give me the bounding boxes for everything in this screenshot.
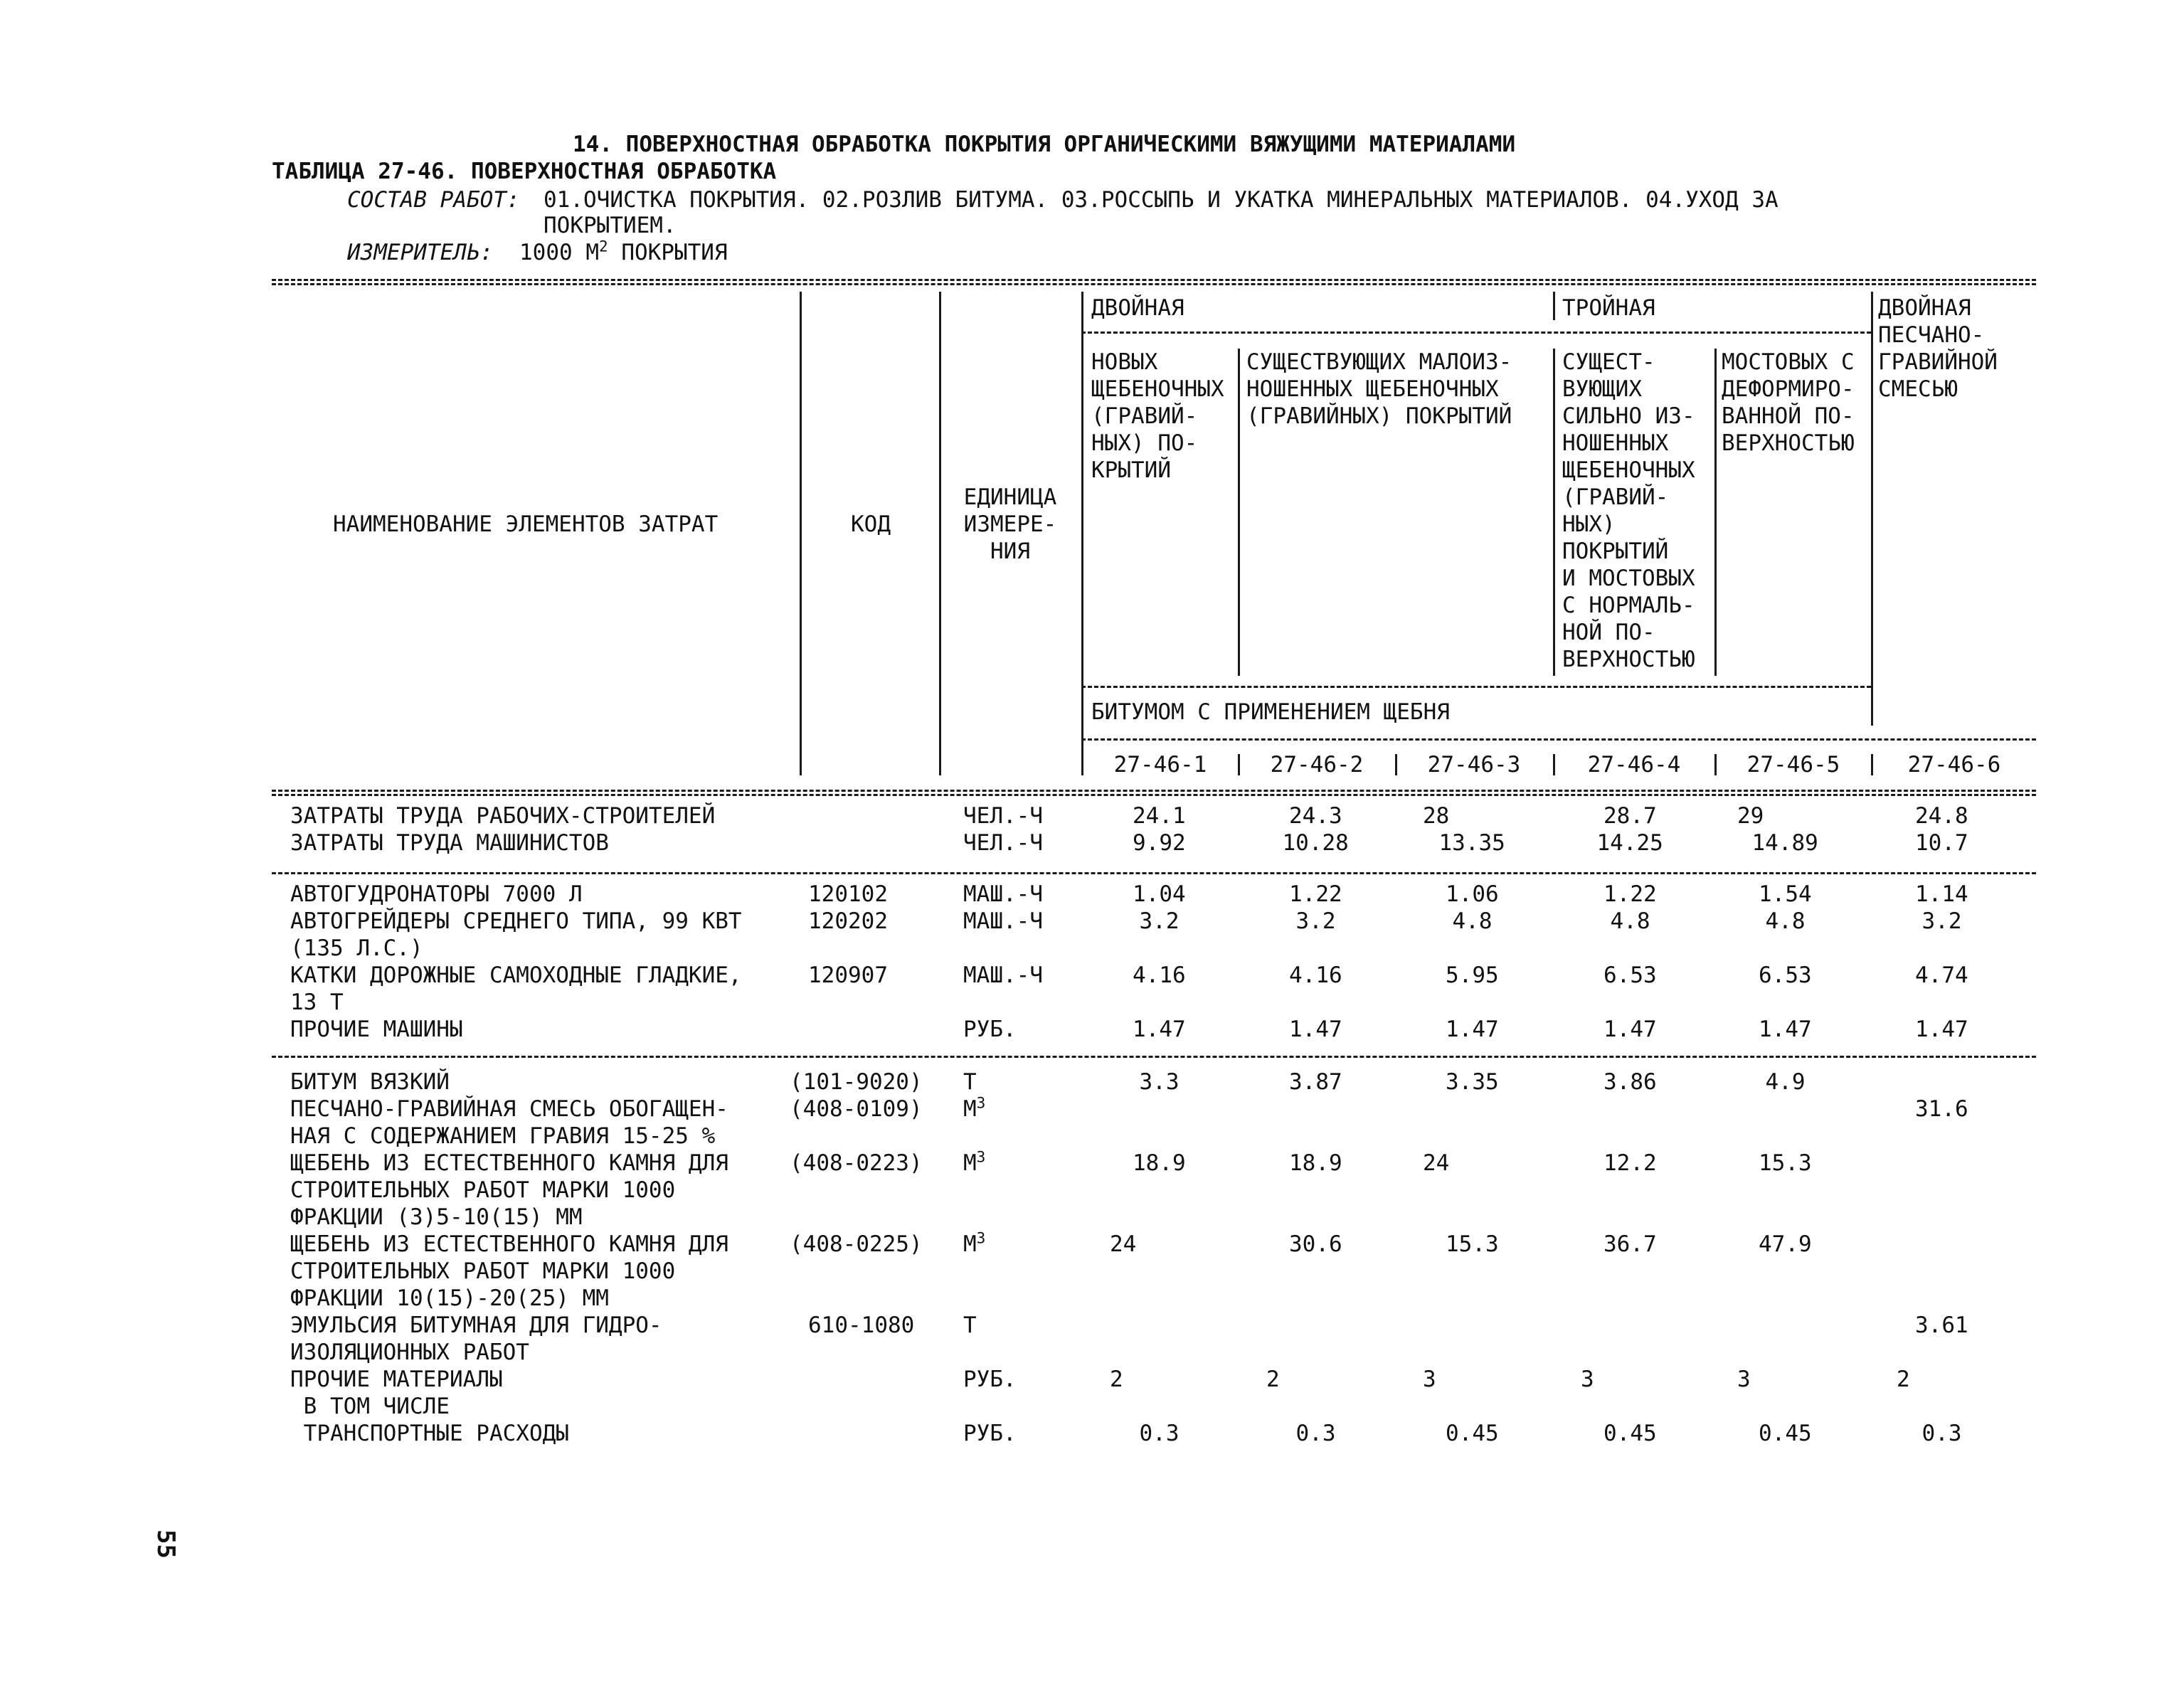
cell-value: 24 bbox=[1110, 1231, 1137, 1257]
row-code: (101-9020) bbox=[790, 1069, 923, 1095]
cell-value: 2 bbox=[1897, 1367, 1910, 1392]
header-triple: ТРОЙНАЯ bbox=[1562, 295, 1655, 321]
cell-value: 1.22 bbox=[1289, 881, 1342, 907]
cell-value: 24.8 bbox=[1915, 803, 1968, 829]
cell-value: 1.47 bbox=[1915, 1017, 1968, 1042]
cell-value: 3.2 bbox=[1921, 908, 1962, 934]
row-name: ЗАТРАТЫ ТРУДА МАШИНИСТОВ bbox=[290, 830, 609, 856]
cell-value: 3 bbox=[1423, 1367, 1436, 1392]
cell-value: 1.14 bbox=[1915, 881, 1968, 907]
cell-value: 4.74 bbox=[1915, 963, 1968, 988]
row-name: ЩЕБЕНЬ ИЗ ЕСТЕСТВЕННОГО КАМНЯ ДЛЯ СТРОИТЕЛЬНЫХ РАБОТ МАРКИ 1000 ФРАКЦИИ (3)5-10(15) ММ bbox=[290, 1150, 728, 1230]
column-code: 27-46-5 bbox=[1746, 752, 1840, 778]
cell-value: 3.86 bbox=[1603, 1069, 1657, 1095]
work-label: СОСТАВ РАБОТ: bbox=[347, 187, 520, 213]
header-bridge: МОСТОВЫХ С ДЕФОРМИРО- ВАННОЙ ПО- ВЕРХНОСТЬЮ bbox=[1722, 349, 1855, 456]
row-unit: $М^3$ bbox=[963, 1229, 986, 1257]
cell-value: 0.45 bbox=[1603, 1421, 1657, 1446]
cell-value: 1.47 bbox=[1759, 1017, 1812, 1042]
cell-value: 1.47 bbox=[1133, 1017, 1186, 1042]
header-existing-worn: СУЩЕСТ- ВУЮЩИХ СИЛЬНО ИЗ- НОШЕННЫХ ЩЕБЕНОЧНЫХ (ГРАВИЙ- НЫХ) ПОКРЫТИЙ И МОСТОВЫХ С НОРМАЛЬ- НОЙ ПО- ВЕРХНОСТЬЮ bbox=[1562, 349, 1695, 672]
cell-value: 4.16 bbox=[1133, 963, 1186, 988]
cell-value: 1.47 bbox=[1603, 1017, 1657, 1042]
header-double-sand: ДВОЙНАЯ ПЕСЧАНО- ГРАВИЙНОЙ СМЕСЬЮ bbox=[1878, 295, 1998, 402]
cell-value: 28 bbox=[1423, 803, 1450, 829]
row-name: АВТОГРЕЙДЕРЫ СРЕДНЕГО ТИПА, 99 КВТ (135 Л.С.) bbox=[290, 908, 742, 961]
row-name: ПРОЧИЕ МАТЕРИАЛЫ В ТОМ ЧИСЛЕ bbox=[290, 1367, 503, 1419]
cell-value: 1.22 bbox=[1603, 881, 1657, 907]
row-unit: РУБ. bbox=[963, 1421, 1017, 1446]
column-code: 27-46-3 bbox=[1427, 752, 1521, 778]
cell-value: 14.25 bbox=[1596, 830, 1663, 856]
cell-value: 15.3 bbox=[1759, 1150, 1812, 1176]
cell-value: 12.2 bbox=[1603, 1150, 1657, 1176]
cell-value: 4.8 bbox=[1452, 908, 1493, 934]
cell-value: 3.2 bbox=[1295, 908, 1336, 934]
cell-value: 4.16 bbox=[1289, 963, 1342, 988]
row-unit: Т bbox=[963, 1313, 977, 1338]
cell-value: 36.7 bbox=[1603, 1231, 1657, 1257]
cell-value: 1.47 bbox=[1446, 1017, 1499, 1042]
cell-value: 3.35 bbox=[1446, 1069, 1499, 1095]
cell-value: 30.6 bbox=[1289, 1231, 1342, 1257]
header-bitumen: БИТУМОМ С ПРИМЕНЕНИЕМ ЩЕБНЯ bbox=[1091, 699, 1450, 725]
row-code: (408-0223) bbox=[790, 1150, 923, 1176]
cell-value: 31.6 bbox=[1915, 1096, 1968, 1122]
row-code: (408-0109) bbox=[790, 1096, 923, 1122]
row-unit: РУБ. bbox=[963, 1017, 1017, 1042]
cell-value: 14.89 bbox=[1751, 830, 1818, 856]
work-text-cont: ПОКРЫТИЕМ. bbox=[544, 213, 677, 238]
header-existing-coverings: СУЩЕСТВУЮЩИХ МАЛОИЗ- НОШЕННЫХ ЩЕБЕНОЧНЫХ (ГРАВИЙНЫХ) ПОКРЫТИЙ bbox=[1246, 349, 1512, 429]
row-name: ЩЕБЕНЬ ИЗ ЕСТЕСТВЕННОГО КАМНЯ ДЛЯ СТРОИТЕЛЬНЫХ РАБОТ МАРКИ 1000 ФРАКЦИИ 10(15)-20(25) ММ bbox=[290, 1231, 728, 1311]
cell-value: 15.3 bbox=[1446, 1231, 1499, 1257]
cell-value: 2 bbox=[1266, 1367, 1280, 1392]
row-code: 120907 bbox=[808, 963, 888, 988]
column-code: 27-46-1 bbox=[1113, 752, 1207, 778]
cell-value: 28.7 bbox=[1603, 803, 1657, 829]
cell-value: 3 bbox=[1581, 1367, 1594, 1392]
cell-value: 0.45 bbox=[1446, 1421, 1499, 1446]
page-number: 55 bbox=[152, 1529, 180, 1559]
row-unit: $М^3$ bbox=[963, 1094, 986, 1122]
cell-value: 2 bbox=[1110, 1367, 1123, 1392]
cell-value: 0.3 bbox=[1921, 1421, 1962, 1446]
row-name: КАТКИ ДОРОЖНЫЕ САМОХОДНЫЕ ГЛАДКИЕ, 13 Т bbox=[290, 963, 742, 1015]
meter-label: ИЗМЕРИТЕЛЬ: bbox=[347, 240, 494, 265]
cell-value: 9.92 bbox=[1133, 830, 1186, 856]
row-unit: РУБ. bbox=[963, 1367, 1017, 1392]
header-name: НАИМЕНОВАНИЕ ЭЛЕМЕНТОВ ЗАТРАТ bbox=[333, 511, 719, 537]
meter-value: 1000 $М^2$ ПОКРЫТИЯ bbox=[519, 238, 728, 265]
cell-value: 1.54 bbox=[1759, 881, 1812, 907]
cell-value: 10.28 bbox=[1282, 830, 1349, 856]
cell-value: 47.9 bbox=[1759, 1231, 1812, 1257]
cell-value: 3.87 bbox=[1289, 1069, 1342, 1095]
cell-value: 29 bbox=[1737, 803, 1764, 829]
row-name: АВТОГУДРОНАТОРЫ 7000 Л bbox=[290, 881, 583, 907]
row-code: 610-1080 bbox=[808, 1313, 915, 1338]
row-name: ПРОЧИЕ МАШИНЫ bbox=[290, 1017, 463, 1042]
cell-value: 18.9 bbox=[1133, 1150, 1186, 1176]
row-unit: ЧЕЛ.-Ч bbox=[963, 830, 1043, 856]
cell-value: 5.95 bbox=[1446, 963, 1499, 988]
cell-value: 24.1 bbox=[1133, 803, 1186, 829]
cell-value: 6.53 bbox=[1603, 963, 1657, 988]
table-title: ТАБЛИЦА 27-46. ПОВЕРХНОСТНАЯ ОБРАБОТКА bbox=[272, 159, 777, 184]
cell-value: 4.9 bbox=[1765, 1069, 1806, 1095]
cell-value: 4.8 bbox=[1765, 908, 1806, 934]
column-code: 27-46-4 bbox=[1587, 752, 1681, 778]
cell-value: 13.35 bbox=[1438, 830, 1505, 856]
row-unit: ЧЕЛ.-Ч bbox=[963, 803, 1043, 829]
row-name: ЭМУЛЬСИЯ БИТУМНАЯ ДЛЯ ГИДРО- ИЗОЛЯЦИОННЫХ РАБОТ bbox=[290, 1313, 662, 1365]
cell-value: 1.06 bbox=[1446, 881, 1499, 907]
cell-value: 10.7 bbox=[1915, 830, 1968, 856]
row-code: (408-0225) bbox=[790, 1231, 923, 1257]
header-unit: ЕДИНИЦА ИЗМЕРЕ- НИЯ bbox=[963, 484, 1057, 564]
row-unit: Т bbox=[963, 1069, 977, 1095]
column-code: 27-46-6 bbox=[1907, 752, 2001, 778]
cell-value: 3.61 bbox=[1915, 1313, 1968, 1338]
cell-value: 0.3 bbox=[1295, 1421, 1336, 1446]
cell-value: 18.9 bbox=[1289, 1150, 1342, 1176]
row-unit: МАШ.-Ч bbox=[963, 908, 1043, 934]
row-code: 120102 bbox=[808, 881, 888, 907]
row-unit: $М^3$ bbox=[963, 1148, 986, 1176]
row-name: ТРАНСПОРТНЫЕ РАСХОДЫ bbox=[290, 1421, 569, 1446]
row-name: ЗАТРАТЫ ТРУДА РАБОЧИХ-СТРОИТЕЛЕЙ bbox=[290, 803, 716, 829]
cell-value: 3.2 bbox=[1139, 908, 1180, 934]
cell-value: 0.3 bbox=[1139, 1421, 1180, 1446]
header-double: ДВОЙНАЯ bbox=[1091, 295, 1184, 321]
cell-value: 1.47 bbox=[1289, 1017, 1342, 1042]
row-code: 120202 bbox=[808, 908, 888, 934]
section-title: 14. ПОВЕРХНОСТНАЯ ОБРАБОТКА ПОКРЫТИЯ ОРГАНИЧЕСКИМИ ВЯЖУЩИМИ МАТЕРИАЛАМИ bbox=[573, 132, 1516, 157]
work-text: 01.ОЧИСТКА ПОКРЫТИЯ. 02.РОЗЛИВ БИТУМА. 03.РОССЫПЬ И УКАТКА МИНЕРАЛЬНЫХ МАТЕРИАЛОВ. 04.УХОД ЗА bbox=[544, 187, 1779, 213]
row-unit: МАШ.-Ч bbox=[963, 881, 1043, 907]
column-code: 27-46-2 bbox=[1270, 752, 1364, 778]
cell-value: 6.53 bbox=[1759, 963, 1812, 988]
cell-value: 0.45 bbox=[1759, 1421, 1812, 1446]
row-name: БИТУМ ВЯЗКИЙ bbox=[290, 1069, 450, 1095]
cell-value: 24.3 bbox=[1289, 803, 1342, 829]
cell-value: 3 bbox=[1737, 1367, 1751, 1392]
cell-value: 3.3 bbox=[1139, 1069, 1180, 1095]
cell-value: 4.8 bbox=[1610, 908, 1650, 934]
row-unit: МАШ.-Ч bbox=[963, 963, 1043, 988]
cell-value: 1.04 bbox=[1133, 881, 1186, 907]
row-name: ПЕСЧАНО-ГРАВИЙНАЯ СМЕСЬ ОБОГАЩЕН- НАЯ С СОДЕРЖАНИЕМ ГРАВИЯ 15-25 % bbox=[290, 1096, 728, 1149]
header-code: КОД bbox=[851, 511, 891, 537]
cell-value: 24 bbox=[1423, 1150, 1450, 1176]
header-new-coverings: НОВЫХ ЩЕБЕНОЧНЫХ (ГРАВИЙ- НЫХ) ПО- КРЫТИЙ bbox=[1091, 349, 1224, 483]
